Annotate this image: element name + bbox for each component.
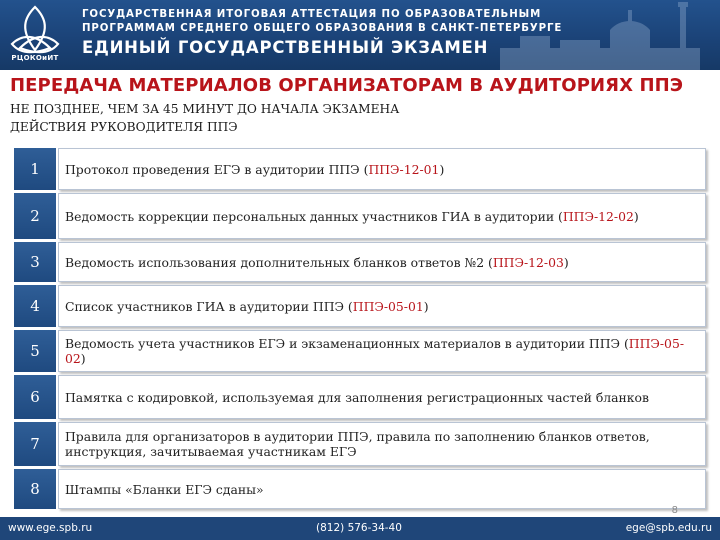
item-text-box xyxy=(58,148,706,190)
item-text-main: Ведомость коррекции персональных данных участников ГИА в аудитории ( xyxy=(65,208,563,224)
list-item xyxy=(14,285,706,327)
item-number: 1 xyxy=(30,160,40,178)
page-title: ПЕРЕДАЧА МАТЕРИАЛОВ ОРГАНИЗАТОРАМ В АУДИТОРИЯХ ППЭ xyxy=(10,75,684,96)
item-number-box xyxy=(14,242,56,282)
item-text xyxy=(65,162,444,177)
list-item xyxy=(14,148,706,190)
item-number: 3 xyxy=(30,253,40,271)
city-skyline-icon xyxy=(490,0,720,70)
item-number: 4 xyxy=(30,297,40,315)
item-text-box xyxy=(58,242,706,282)
item-number: 7 xyxy=(30,435,40,453)
item-number: 5 xyxy=(30,342,40,360)
item-number-box xyxy=(14,422,56,466)
footer-website-link[interactable]: www.ege.spb.ru xyxy=(8,522,93,534)
item-text-main: Список участников ГИА в аудитории ППЭ ( xyxy=(65,298,353,314)
item-number-box xyxy=(14,193,56,239)
item-text-main: Протокол проведения ЕГЭ в аудитории ППЭ ( xyxy=(65,161,369,177)
header-line-2: ПРОГРАММАМ СРЕДНЕГО ОБЩЕГО ОБРАЗОВАНИЯ В САНКТ-ПЕТЕРБУРГЕ xyxy=(82,23,563,34)
item-text xyxy=(65,209,639,224)
item-text-box xyxy=(58,285,706,327)
item-number: 2 xyxy=(30,207,40,225)
form-code: ППЭ-05-02 xyxy=(65,336,685,366)
item-text-main: Ведомость учета участников ЕГЭ и экзаменационных материалов в аудитории ППЭ ( xyxy=(65,336,629,351)
item-text xyxy=(65,299,429,314)
subtitle-deadline: НЕ ПОЗДНЕЕ, ЧЕМ ЗА 45 МИНУТ ДО НАЧАЛА ЭКЗАМЕНА xyxy=(10,102,400,116)
item-text xyxy=(65,429,699,459)
item-text-end: ) xyxy=(80,351,86,366)
form-code: ППЭ-12-01 xyxy=(368,161,440,177)
item-text-main: Правила для организаторов в аудитории ППЭ, правила по заполнению бланков ответов, инструкция, зачитываемая участникам ЕГЭ xyxy=(65,429,650,459)
item-number-box xyxy=(14,148,56,190)
footer-email-link[interactable]: ege@spb.edu.ru xyxy=(625,522,712,534)
item-number: 8 xyxy=(30,480,40,498)
form-code: ППЭ-12-03 xyxy=(492,254,564,270)
header-line-1: ГОСУДАРСТВЕННАЯ ИТОГОВАЯ АТТЕСТАЦИЯ ПО ОБРАЗОВАТЕЛЬНЫМ xyxy=(82,9,542,20)
subtitle-role: ДЕЙСТВИЯ РУКОВОДИТЕЛЯ ППЭ xyxy=(10,120,238,134)
item-text xyxy=(65,336,699,366)
list-item xyxy=(14,375,706,419)
header-title: ЕДИНЫЙ ГОСУДАРСТВЕННЫЙ ЭКЗАМЕН xyxy=(82,38,489,57)
item-number-box xyxy=(14,375,56,419)
item-text-end: ) xyxy=(563,254,569,270)
list-item xyxy=(14,242,706,282)
item-text-box xyxy=(58,193,706,239)
item-number: 6 xyxy=(30,388,40,406)
logo-caption: РЦОКОиИТ xyxy=(11,54,59,62)
footer-bar xyxy=(0,517,720,540)
page-number: 8 xyxy=(671,505,678,516)
item-text-main: Штампы «Бланки ЕГЭ сданы» xyxy=(65,481,264,497)
list-item xyxy=(14,193,706,239)
item-text-main: Памятка с кодировкой, используемая для заполнения регистрационных частей бланков xyxy=(65,389,649,405)
header-banner xyxy=(0,0,720,70)
item-number-box xyxy=(14,469,56,509)
item-text-box xyxy=(58,469,706,509)
item-number-box xyxy=(14,285,56,327)
form-code: ППЭ-12-02 xyxy=(562,208,634,224)
item-text-box xyxy=(58,330,706,372)
list-item xyxy=(14,330,706,372)
item-text-end: ) xyxy=(633,208,639,224)
item-text xyxy=(65,482,264,497)
list-item xyxy=(14,469,706,509)
item-number-box xyxy=(14,330,56,372)
form-code: ППЭ-05-01 xyxy=(352,298,424,314)
item-text xyxy=(65,255,569,270)
item-text-end: ) xyxy=(439,161,445,177)
item-text-box xyxy=(58,422,706,466)
footer-phone: (812) 576-34-40 xyxy=(316,522,402,534)
item-text-end: ) xyxy=(423,298,429,314)
list-item xyxy=(14,422,706,466)
item-text xyxy=(65,390,649,405)
item-text-box xyxy=(58,375,706,419)
item-text-main: Ведомость использования дополнительных бланков ответов №2 ( xyxy=(65,254,493,270)
